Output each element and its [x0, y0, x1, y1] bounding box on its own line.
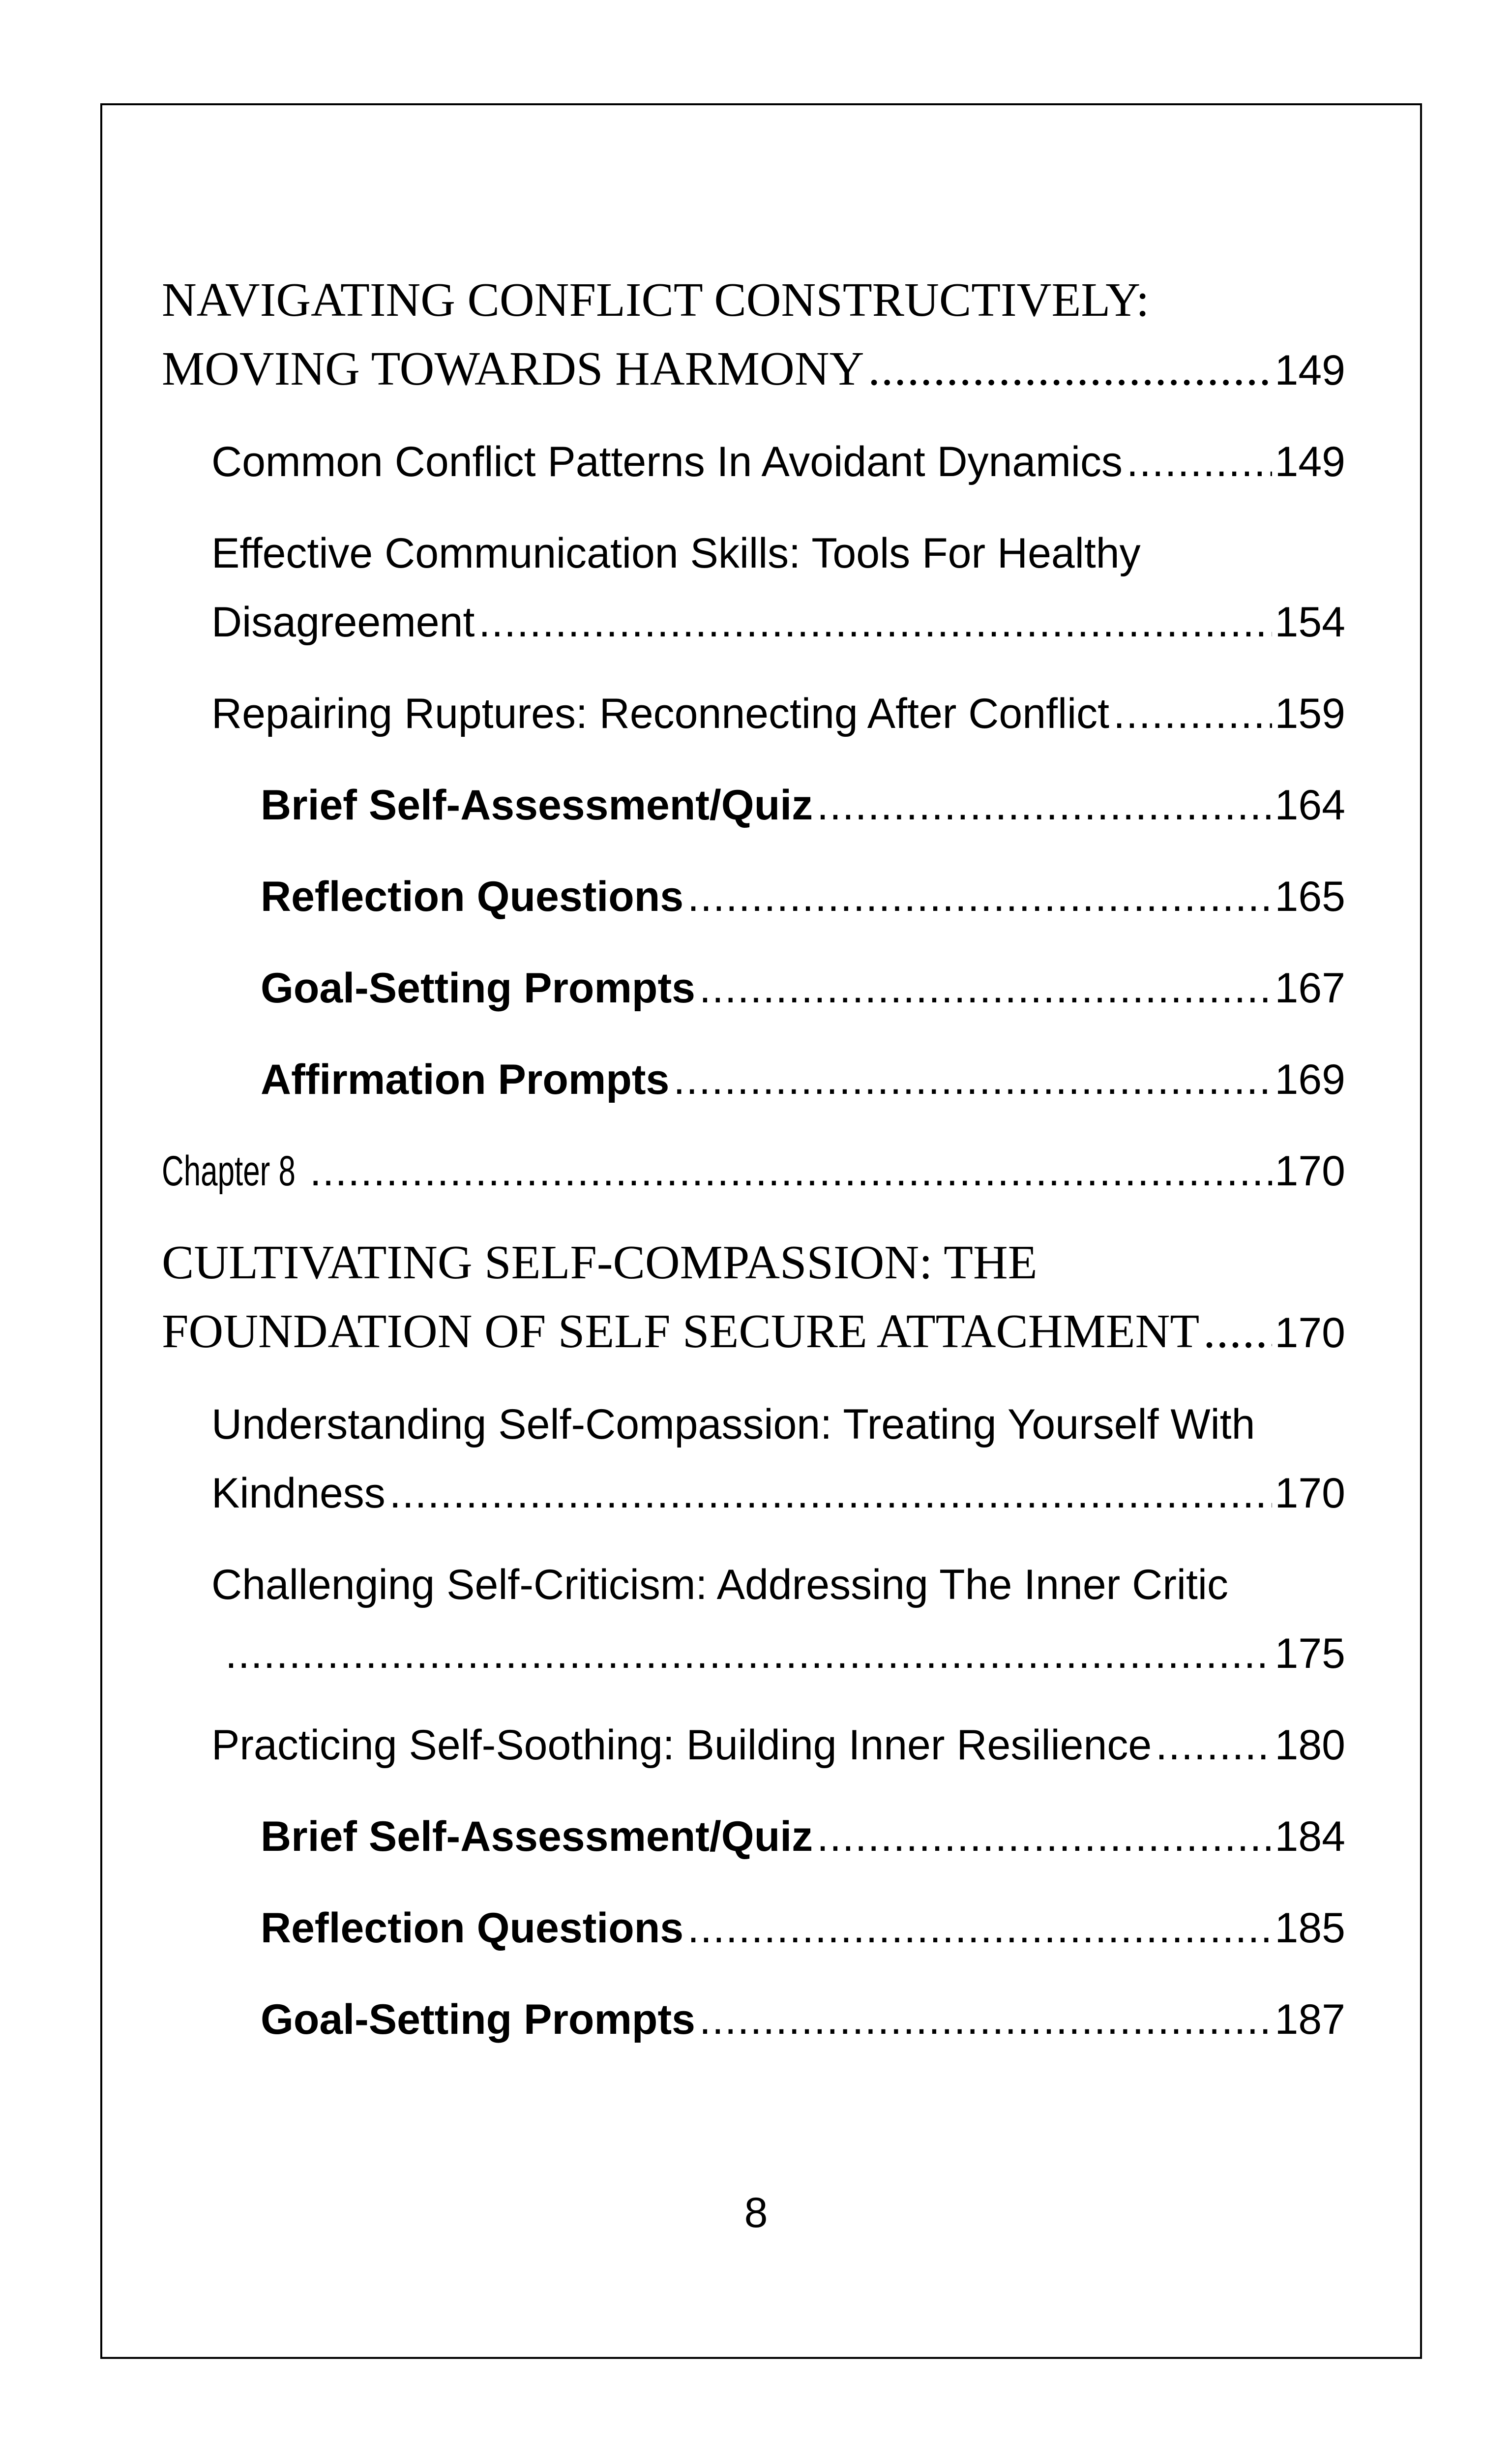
dot-leader — [1203, 1297, 1272, 1366]
toc-entry-title: Practicing Self-Soothing: Building Inner Resilience — [211, 1721, 1152, 1769]
dot-leader — [389, 1459, 1272, 1528]
toc-entry-title: NAVIGATING CONFLICT CONSTRUCTIVELY: — [162, 273, 1150, 327]
toc-entry-title: Reflection Questions — [261, 1904, 684, 1952]
toc-entry-activity[interactable] — [261, 771, 1345, 840]
toc-entry-title: Goal-Setting Prompts — [261, 965, 695, 1012]
table-of-contents — [162, 266, 1345, 2054]
toc-entry-line — [211, 679, 1345, 748]
toc-entry-title: Repairing Ruptures: Reconnecting After Conflict — [211, 690, 1110, 737]
toc-entry-line — [211, 1390, 1345, 1459]
dot-leader — [699, 1985, 1272, 2054]
dot-leader — [817, 771, 1272, 840]
toc-entry-activity[interactable] — [261, 1894, 1345, 1962]
toc-page-number: 170 — [1275, 1470, 1345, 1517]
toc-entry-title: Affirmation Prompts — [261, 1056, 670, 1103]
toc-entry-title: MOVING TOWARDS HARMONY — [162, 342, 864, 395]
toc-entry-section[interactable] — [211, 519, 1345, 657]
toc-entry-activity[interactable] — [261, 954, 1345, 1023]
dot-leader — [310, 1137, 1272, 1206]
toc-entry-line — [211, 1711, 1345, 1779]
toc-entry-heading[interactable] — [162, 266, 1345, 405]
toc-page-number: 187 — [1275, 1996, 1345, 2043]
toc-page-number: 164 — [1275, 782, 1345, 829]
dot-leader — [1113, 679, 1272, 748]
dot-leader — [868, 334, 1272, 403]
toc-entry-line — [261, 1802, 1345, 1871]
toc-entry-line — [162, 266, 1345, 334]
toc-entry-line — [162, 334, 1345, 405]
toc-entry-title: FOUNDATION OF SELF SECURE ATTACHMENT — [162, 1305, 1200, 1358]
toc-entry-section[interactable] — [211, 679, 1345, 748]
toc-entry-line — [261, 1894, 1345, 1962]
toc-entry-title: Reflection Questions — [261, 873, 684, 920]
toc-page-number: 159 — [1275, 690, 1345, 737]
toc-page-number: 184 — [1275, 1813, 1345, 1860]
toc-entry-line — [211, 1619, 1345, 1688]
toc-entry-section[interactable] — [211, 1711, 1345, 1779]
toc-entry-title: Disagreement — [211, 599, 475, 646]
toc-entry-line — [162, 1137, 1345, 1206]
toc-entry-line — [261, 862, 1345, 931]
toc-entry-line — [211, 519, 1345, 588]
toc-entry-section[interactable] — [211, 1550, 1345, 1688]
toc-page-number: 185 — [1275, 1904, 1345, 1952]
dot-leader — [687, 862, 1272, 931]
toc-entry-line — [211, 1550, 1345, 1619]
toc-entry-line — [261, 1045, 1345, 1114]
toc-page-number: 154 — [1275, 599, 1345, 646]
toc-entry-title: Challenging Self-Criticism: Addressing The Inner Critic — [211, 1561, 1229, 1608]
toc-entry-title: Effective Communication Skills: Tools For Healthy — [211, 530, 1141, 577]
toc-entry-activity[interactable] — [261, 1045, 1345, 1114]
toc-entry-line — [261, 771, 1345, 840]
toc-entry-line — [211, 427, 1345, 496]
toc-page-number: 149 — [1275, 438, 1345, 485]
toc-entry-title: Common Conflict Patterns In Avoidant Dynamics — [211, 438, 1123, 485]
toc-entry-line — [162, 1297, 1345, 1367]
toc-entry-section[interactable] — [211, 1390, 1345, 1528]
toc-entry-title: Brief Self-Assessment/Quiz — [261, 1813, 813, 1860]
toc-entry-section[interactable] — [211, 427, 1345, 496]
toc-page-number: 169 — [1275, 1056, 1345, 1103]
toc-page-number: 175 — [1275, 1630, 1345, 1677]
toc-page-number: 165 — [1275, 873, 1345, 920]
toc-entry-chapter[interactable] — [162, 1137, 1345, 1206]
toc-entry-title: CULTIVATING SELF-COMPASSION: THE — [162, 1236, 1038, 1289]
dot-leader — [1156, 1711, 1272, 1779]
toc-entry-line — [261, 1985, 1345, 2054]
toc-page-number: 149 — [1275, 347, 1345, 394]
dot-leader — [699, 954, 1272, 1023]
toc-entry-title: Brief Self-Assessment/Quiz — [261, 782, 813, 829]
toc-entry-activity[interactable] — [261, 1802, 1345, 1871]
dot-leader — [673, 1045, 1272, 1114]
toc-entry-line — [162, 1228, 1345, 1297]
toc-entry-title: Understanding Self-Compassion: Treating Yourself With — [211, 1401, 1255, 1448]
toc-entry-line — [261, 954, 1345, 1023]
toc-entry-activity[interactable] — [261, 862, 1345, 931]
toc-entry-line — [211, 1459, 1345, 1528]
toc-page-number: 167 — [1275, 965, 1345, 1012]
toc-chapter-label: Chapter 8 — [162, 1147, 296, 1195]
dot-leader — [687, 1894, 1272, 1962]
toc-entry-title: Kindness — [211, 1470, 385, 1517]
dot-leader — [478, 588, 1272, 657]
dot-leader — [225, 1619, 1272, 1688]
toc-entry-line — [211, 588, 1345, 657]
toc-entry-activity[interactable] — [261, 1985, 1345, 2054]
toc-page-number: 170 — [1275, 1147, 1345, 1195]
dot-leader — [1127, 427, 1272, 496]
toc-page-number: 170 — [1275, 1309, 1345, 1357]
dot-leader — [817, 1802, 1272, 1871]
toc-page-number: 180 — [1275, 1721, 1345, 1769]
toc-entry-title: Goal-Setting Prompts — [261, 1996, 695, 2043]
page-number: 8 — [744, 2189, 768, 2236]
toc-entry-heading[interactable] — [162, 1228, 1345, 1367]
